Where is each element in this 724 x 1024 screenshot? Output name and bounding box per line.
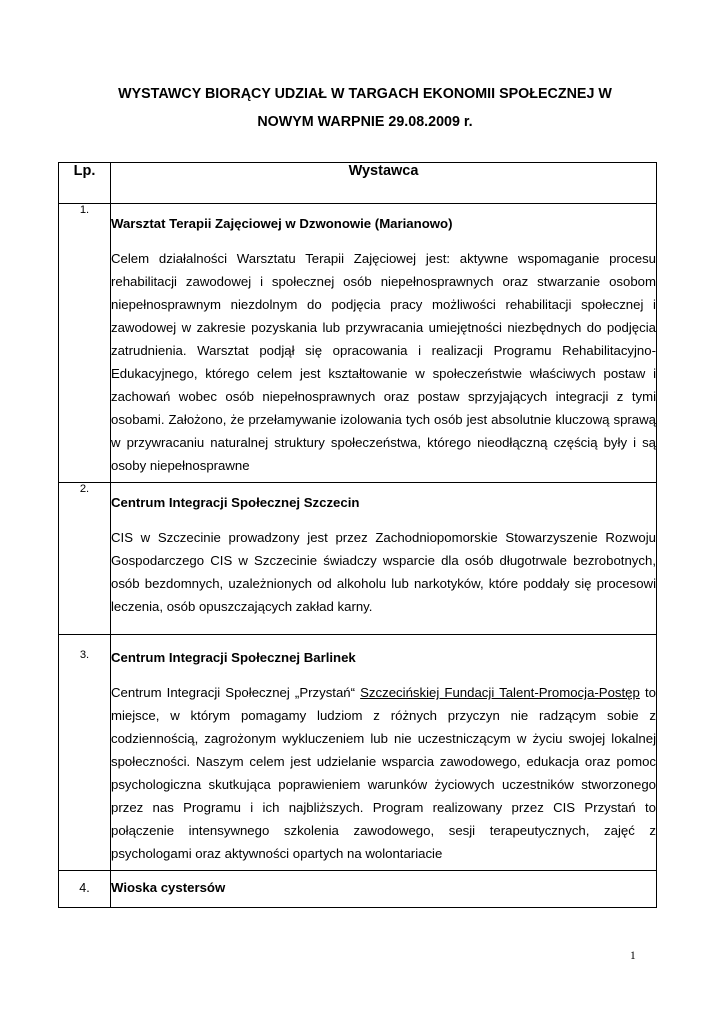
exhibitor-name: Centrum Integracji Społecznej Szczecin <box>111 495 360 510</box>
table-row <box>59 483 657 635</box>
table-header-row <box>59 163 657 204</box>
column-header-number: Lp. <box>59 163 111 204</box>
exhibitor-cell <box>111 635 657 871</box>
row-number: 3. <box>59 635 111 871</box>
exhibitor-description: CIS w Szczecinie prowadzony jest przez Zachodniopomorskie Stowarzyszenie Rozwoju Gospodarczego CIS w Szczecinie świadczy wsparcie dla osób długotrwale bezrobotnych, osób bezdomnych, uzależnionych od alkoholu lub narkotyków, które poddały się procesowi leczenia, osób opuszczających zakład karny. <box>111 530 656 614</box>
page-number: 1 <box>630 950 636 962</box>
description-text-end: to miejsce, w którym pomagamy ludziom z różnych przyczyn nie radzącym sobie z codziennością, zagrożonym wykluczeniem lub nie uczestniczącym w życiu swojej lokalnej społeczności. Naszym celem jest udzielanie wsparcia zawodowego, edukacja oraz pomoc psychologiczna skutkująca poprawieniem warunków życiowych uczestników stworzonego przez nas Programu i ich najbliższych. Program realizowany przez CIS Przystań to połączenie intensywnego szkolenia zawodowego, sesji terapeutycznych, zajęć z psychologami oraz aktywności opartych na wolontariacie <box>111 685 656 861</box>
document-title-line-2: NOWYM WARPNIE 29.08.2009 r. <box>257 114 473 130</box>
column-header-exhibitor: Wystawca <box>111 163 657 204</box>
exhibitor-name: Warsztat Terapii Zajęciowej w Dzwonowie (Marianowo) <box>111 216 453 231</box>
exhibitor-name: Centrum Integracji Społecznej Barlinek <box>111 650 356 665</box>
description-text-start: Centrum Integracji Społecznej „Przystań“ <box>111 685 361 700</box>
foundation-link[interactable]: Szczecińskiej Fundacji Talent-Promocja-Postęp <box>360 685 640 700</box>
exhibitor-description <box>111 681 656 865</box>
exhibitor-cell <box>111 483 657 635</box>
table-row <box>59 635 657 871</box>
exhibitor-description: Celem działalności Warsztatu Terapii Zajęciowej jest: aktywne wspomaganie procesu rehabilitacji zawodowej i społecznej osób niepełnosprawnych oraz stwarzanie osobom niepełnosprawnym niezdolnym do podjęcia pracy możliwości rehabilitacji społecznej i zawodowej w zakresie pozyskania lub przywracania umiejętności niezbędnych do podjęcia zatrudnienia. Warsztat podjął się opracowania i realizacji Programu Rehabilitacyjno-Edukacyjnego, którego celem jest kształtowanie w społeczeństwie właściwych postaw i zachowań wobec osób niepełnosprawnych oraz postaw sprzyjających integracji z tymi osobami. Założono, że przełamywanie izolowania tych osób jest absolutnie kluczową sprawą w przywracaniu naturalnej struktury społeczeństwa, którego nieodłączną częścią były i są osoby niepełnosprawne <box>111 251 656 473</box>
row-number: 1. <box>59 204 111 483</box>
document-title-line-1: WYSTAWCY BIORĄCY UDZIAŁ W TARGACH EKONOMII SPOŁECZNEJ W <box>118 86 612 102</box>
exhibitors-table <box>58 162 657 908</box>
exhibitor-name: Wioska cystersów <box>111 880 226 895</box>
row-number: 4. <box>59 871 111 908</box>
row-number: 2. <box>59 483 111 635</box>
table-row <box>59 871 657 908</box>
table-row <box>59 204 657 483</box>
exhibitor-cell <box>111 871 657 908</box>
exhibitor-cell <box>111 204 657 483</box>
